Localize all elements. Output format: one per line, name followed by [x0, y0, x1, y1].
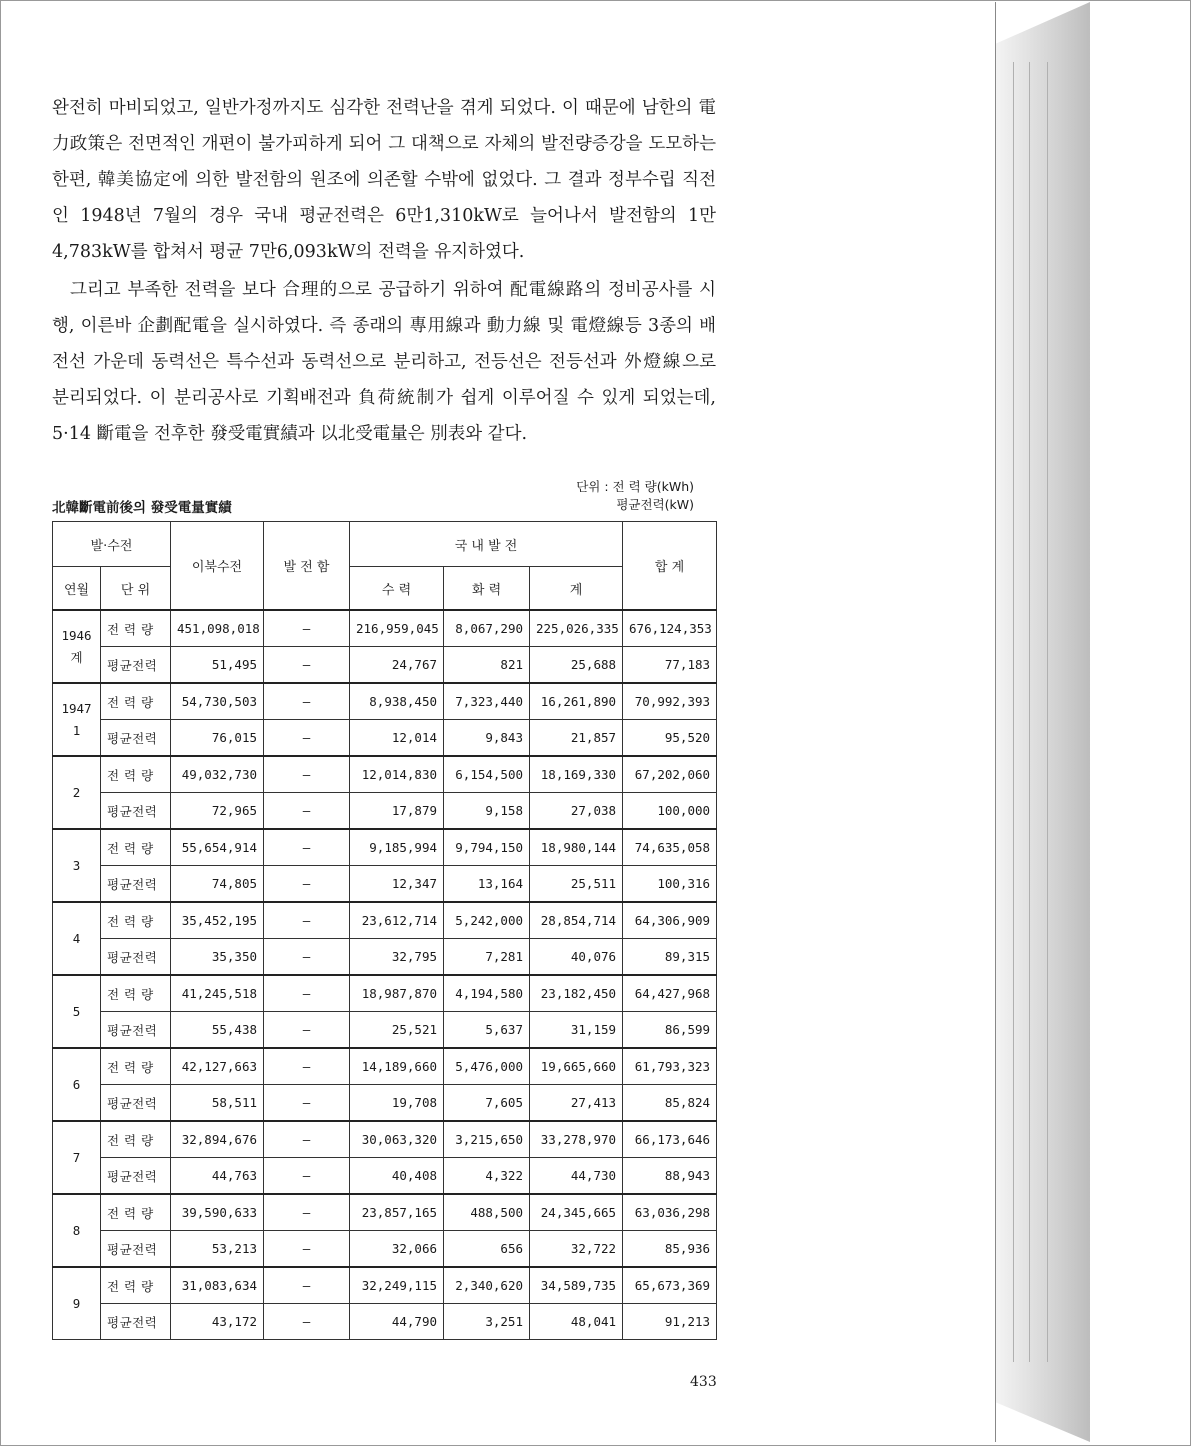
cell-ibuk: 32,894,676 — [171, 1121, 264, 1158]
cell-hwaryeok: 3,251 — [444, 1304, 530, 1340]
cell-ibuk: 43,172 — [171, 1304, 264, 1340]
page-edge-line — [1029, 62, 1030, 1362]
cell-suryeok: 19,708 — [350, 1085, 444, 1122]
table-row — [53, 866, 717, 903]
cell-gye: 18,980,144 — [530, 829, 623, 866]
cell-hwaryeok: 13,164 — [444, 866, 530, 903]
header-ibuk: 이북수전 — [171, 522, 264, 611]
header-domestic: 국 내 발 전 — [350, 522, 623, 567]
book-edge-bottom — [995, 1402, 1090, 1442]
cell-ibuk: 49,032,730 — [171, 756, 264, 793]
cell-unit: 평균전력 — [101, 793, 171, 830]
cell-unit: 평균전력 — [101, 939, 171, 976]
cell-ibuk: 74,805 — [171, 866, 264, 903]
cell-unit: 전 력 량 — [101, 829, 171, 866]
cell-total: 676,124,353 — [623, 610, 717, 647]
cell-suryeok: 14,189,660 — [350, 1048, 444, 1085]
cell-period — [53, 829, 101, 902]
period-label: 9 — [72, 1295, 81, 1311]
table-row — [53, 647, 717, 684]
cell-baljeonham: — — [264, 647, 350, 684]
cell-gye: 27,038 — [530, 793, 623, 830]
book-page-edge — [995, 2, 1090, 1442]
cell-baljeonham: — — [264, 1012, 350, 1049]
cell-hwaryeok: 9,158 — [444, 793, 530, 830]
table-row — [53, 1121, 717, 1158]
cell-unit: 평균전력 — [101, 1304, 171, 1340]
period-label: 1 — [72, 722, 81, 738]
cell-ibuk: 55,654,914 — [171, 829, 264, 866]
cell-total: 77,183 — [623, 647, 717, 684]
cell-gye: 34,589,735 — [530, 1267, 623, 1304]
cell-baljeonham: — — [264, 1158, 350, 1195]
header-hwaryeok: 화 력 — [444, 567, 530, 611]
cell-hwaryeok: 7,605 — [444, 1085, 530, 1122]
cell-suryeok: 32,249,115 — [350, 1267, 444, 1304]
page-edge-line — [1047, 62, 1048, 1362]
cell-gye: 21,857 — [530, 720, 623, 757]
cell-suryeok: 32,795 — [350, 939, 444, 976]
cell-gye: 27,413 — [530, 1085, 623, 1122]
cell-total: 95,520 — [623, 720, 717, 757]
cell-ibuk: 58,511 — [171, 1085, 264, 1122]
table-row — [53, 939, 717, 976]
table-row — [53, 1012, 717, 1049]
cell-unit: 평균전력 — [101, 866, 171, 903]
cell-ibuk: 51,495 — [171, 647, 264, 684]
book-edge-top — [995, 2, 1090, 44]
table-row — [53, 793, 717, 830]
cell-hwaryeok: 7,323,440 — [444, 683, 530, 720]
page-number: 433 — [690, 1374, 717, 1390]
table-row — [53, 756, 717, 793]
table-row — [53, 1085, 717, 1122]
cell-suryeok: 25,521 — [350, 1012, 444, 1049]
cell-ibuk: 44,763 — [171, 1158, 264, 1195]
cell-total: 61,793,323 — [623, 1048, 717, 1085]
cell-gye: 40,076 — [530, 939, 623, 976]
cell-unit: 평균전력 — [101, 1231, 171, 1268]
cell-suryeok: 12,014,830 — [350, 756, 444, 793]
cell-total: 66,173,646 — [623, 1121, 717, 1158]
cell-unit: 전 력 량 — [101, 902, 171, 939]
cell-suryeok: 17,879 — [350, 793, 444, 830]
cell-total: 74,635,058 — [623, 829, 717, 866]
cell-total: 63,036,298 — [623, 1194, 717, 1231]
period-label: 4 — [72, 930, 81, 946]
cell-baljeonham: — — [264, 1304, 350, 1340]
period-label: 1947 — [61, 700, 92, 716]
cell-baljeonham: — — [264, 1121, 350, 1158]
cell-unit: 평균전력 — [101, 720, 171, 757]
cell-gye: 33,278,970 — [530, 1121, 623, 1158]
period-label: 2 — [72, 784, 81, 800]
cell-hwaryeok: 5,637 — [444, 1012, 530, 1049]
cell-unit: 전 력 량 — [101, 1194, 171, 1231]
cell-total: 67,202,060 — [623, 756, 717, 793]
cell-unit: 평균전력 — [101, 1085, 171, 1122]
cell-unit: 전 력 량 — [101, 756, 171, 793]
period-label: 5 — [72, 1003, 81, 1019]
cell-total: 85,824 — [623, 1085, 717, 1122]
period-label: 7 — [72, 1149, 81, 1165]
cell-ibuk: 42,127,663 — [171, 1048, 264, 1085]
header-gye: 계 — [530, 567, 623, 611]
cell-period — [53, 610, 101, 683]
header-baljeonham: 발 전 함 — [264, 522, 350, 611]
table-row — [53, 1194, 717, 1231]
cell-baljeonham: — — [264, 720, 350, 757]
header-danwi: 단 위 — [101, 567, 171, 611]
cell-suryeok: 24,767 — [350, 647, 444, 684]
cell-unit: 평균전력 — [101, 1012, 171, 1049]
cell-baljeonham: — — [264, 975, 350, 1012]
cell-gye: 225,026,335 — [530, 610, 623, 647]
cell-period — [53, 975, 101, 1048]
cell-baljeonham: — — [264, 756, 350, 793]
table-row — [53, 1048, 717, 1085]
cell-gye: 44,730 — [530, 1158, 623, 1195]
cell-suryeok: 32,066 — [350, 1231, 444, 1268]
cell-gye: 19,665,660 — [530, 1048, 623, 1085]
cell-hwaryeok: 4,322 — [444, 1158, 530, 1195]
cell-hwaryeok: 3,215,650 — [444, 1121, 530, 1158]
cell-suryeok: 30,063,320 — [350, 1121, 444, 1158]
cell-unit: 평균전력 — [101, 1158, 171, 1195]
cell-baljeonham: — — [264, 793, 350, 830]
cell-period — [53, 1194, 101, 1267]
period-label: 계 — [70, 649, 83, 665]
cell-gye: 32,722 — [530, 1231, 623, 1268]
cell-gye: 25,511 — [530, 866, 623, 903]
cell-gye: 48,041 — [530, 1304, 623, 1340]
cell-ibuk: 35,350 — [171, 939, 264, 976]
cell-suryeok: 18,987,870 — [350, 975, 444, 1012]
cell-period — [53, 756, 101, 829]
cell-hwaryeok: 2,340,620 — [444, 1267, 530, 1304]
cell-baljeonham: — — [264, 1267, 350, 1304]
cell-total: 100,316 — [623, 866, 717, 903]
cell-unit: 전 력 량 — [101, 1267, 171, 1304]
cell-ibuk: 53,213 — [171, 1231, 264, 1268]
cell-hwaryeok: 6,154,500 — [444, 756, 530, 793]
cell-gye: 16,261,890 — [530, 683, 623, 720]
cell-hwaryeok: 8,067,290 — [444, 610, 530, 647]
cell-baljeonham: — — [264, 829, 350, 866]
header-yeonwol: 연월 — [53, 567, 101, 611]
cell-ibuk: 451,098,018 — [171, 610, 264, 647]
table-row — [53, 902, 717, 939]
table-row — [53, 610, 717, 647]
cell-baljeonham: — — [264, 610, 350, 647]
cell-suryeok: 23,612,714 — [350, 902, 444, 939]
cell-gye: 25,688 — [530, 647, 623, 684]
cell-hwaryeok: 9,843 — [444, 720, 530, 757]
period-label: 3 — [72, 857, 81, 873]
table-row — [53, 1158, 717, 1195]
cell-gye: 28,854,714 — [530, 902, 623, 939]
table-row — [53, 829, 717, 866]
cell-baljeonham: — — [264, 866, 350, 903]
cell-ibuk: 39,590,633 — [171, 1194, 264, 1231]
cell-suryeok: 9,185,994 — [350, 829, 444, 866]
unit-line-energy: 단위 : 전 력 량(kWh) — [576, 479, 694, 494]
cell-unit: 전 력 량 — [101, 1048, 171, 1085]
cell-hwaryeok: 5,476,000 — [444, 1048, 530, 1085]
cell-ibuk: 35,452,195 — [171, 902, 264, 939]
table-caption: 北韓斷電前後의 發受電量實績 — [52, 500, 232, 516]
table-row — [53, 1267, 717, 1304]
cell-suryeok: 44,790 — [350, 1304, 444, 1340]
cell-hwaryeok: 821 — [444, 647, 530, 684]
cell-gye: 23,182,450 — [530, 975, 623, 1012]
cell-hwaryeok: 7,281 — [444, 939, 530, 976]
cell-ibuk: 31,083,634 — [171, 1267, 264, 1304]
cell-suryeok: 8,938,450 — [350, 683, 444, 720]
cell-hwaryeok: 5,242,000 — [444, 902, 530, 939]
header-suryeok: 수 력 — [350, 567, 444, 611]
cell-total: 65,673,369 — [623, 1267, 717, 1304]
cell-hwaryeok: 488,500 — [444, 1194, 530, 1231]
cell-period — [53, 1048, 101, 1121]
cell-unit: 전 력 량 — [101, 683, 171, 720]
cell-baljeonham: — — [264, 1194, 350, 1231]
cell-baljeonham: — — [264, 1231, 350, 1268]
cell-total: 89,315 — [623, 939, 717, 976]
cell-period — [53, 1121, 101, 1194]
cell-unit: 평균전력 — [101, 647, 171, 684]
body-paragraph-2: 그리고 부족한 전력을 보다 合理的으로 공급하기 위하여 配電線路의 정비공사를 시행, 이른바 企劃配電을 실시하였다. 즉 종래의 專用線과 動力線 및 電燈線등 3종의 배전선 가운데 동력선은 특수선과 동력선으로 분리하고, 전등선은 전등선과 外燈線으로 분리되었다. 이 분리공사로 기획배전과 負荷統制가 쉽게 이루어질 수 있게 되었는데, 5·14 斷電을 전후한 發受電實績과 以北受電量은 別表와 같다. — [52, 280, 716, 444]
cell-total: 86,599 — [623, 1012, 717, 1049]
cell-suryeok: 12,014 — [350, 720, 444, 757]
cell-ibuk: 55,438 — [171, 1012, 264, 1049]
unit-line-power: 평균전력(kW) — [616, 497, 694, 512]
period-label: 1946 — [61, 627, 92, 643]
cell-suryeok: 23,857,165 — [350, 1194, 444, 1231]
table-row — [53, 1304, 717, 1340]
table-row — [53, 720, 717, 757]
cell-suryeok: 12,347 — [350, 866, 444, 903]
cell-suryeok: 40,408 — [350, 1158, 444, 1195]
period-label: 8 — [72, 1222, 81, 1238]
cell-total: 88,943 — [623, 1158, 717, 1195]
table-row — [53, 975, 717, 1012]
cell-period — [53, 902, 101, 975]
cell-hwaryeok: 4,194,580 — [444, 975, 530, 1012]
table-body — [53, 610, 717, 1340]
cell-total: 70,992,393 — [623, 683, 717, 720]
header-bal-sujeon: 발·수전 — [53, 522, 171, 567]
cell-ibuk: 76,015 — [171, 720, 264, 757]
body-paragraph-1: 완전히 마비되었고, 일반가정까지도 심각한 전력난을 겪게 되었다. 이 때문에 남한의 電力政策은 전면적인 개편이 불가피하게 되어 그 대책으로 자체의 발전량증강을 도모하는 한편, 韓美協定에 의한 발전함의 원조에 의존할 수밖에 없었다. 그 결과 정부수립 직전인 1948년 7월의 경우 국내 평균전력은 6만1,310kW로 늘어나서 발전함의 1만4,783kW를 합쳐서 평균 7만6,093kW의 전력을 유지하였다. — [52, 98, 716, 262]
cell-unit: 전 력 량 — [101, 1121, 171, 1158]
table-unit-note — [576, 478, 694, 514]
header-total: 합 계 — [623, 522, 717, 611]
cell-baljeonham: — — [264, 1048, 350, 1085]
table-row — [53, 683, 717, 720]
cell-hwaryeok: 9,794,150 — [444, 829, 530, 866]
page-edge-line — [1013, 62, 1014, 1362]
cell-gye: 24,345,665 — [530, 1194, 623, 1231]
cell-total: 100,000 — [623, 793, 717, 830]
power-table — [52, 521, 717, 1340]
cell-total: 91,213 — [623, 1304, 717, 1340]
cell-ibuk: 54,730,503 — [171, 683, 264, 720]
cell-baljeonham: — — [264, 939, 350, 976]
cell-baljeonham: — — [264, 683, 350, 720]
cell-ibuk: 72,965 — [171, 793, 264, 830]
cell-gye: 31,159 — [530, 1012, 623, 1049]
cell-period — [53, 683, 101, 756]
table-row — [53, 1231, 717, 1268]
cell-total: 85,936 — [623, 1231, 717, 1268]
cell-suryeok: 216,959,045 — [350, 610, 444, 647]
cell-period — [53, 1267, 101, 1340]
cell-unit: 전 력 량 — [101, 610, 171, 647]
cell-baljeonham: — — [264, 902, 350, 939]
cell-total: 64,306,909 — [623, 902, 717, 939]
cell-gye: 18,169,330 — [530, 756, 623, 793]
cell-hwaryeok: 656 — [444, 1231, 530, 1268]
cell-ibuk: 41,245,518 — [171, 975, 264, 1012]
cell-total: 64,427,968 — [623, 975, 717, 1012]
period-label: 6 — [72, 1076, 81, 1092]
cell-baljeonham: — — [264, 1085, 350, 1122]
cell-unit: 전 력 량 — [101, 975, 171, 1012]
